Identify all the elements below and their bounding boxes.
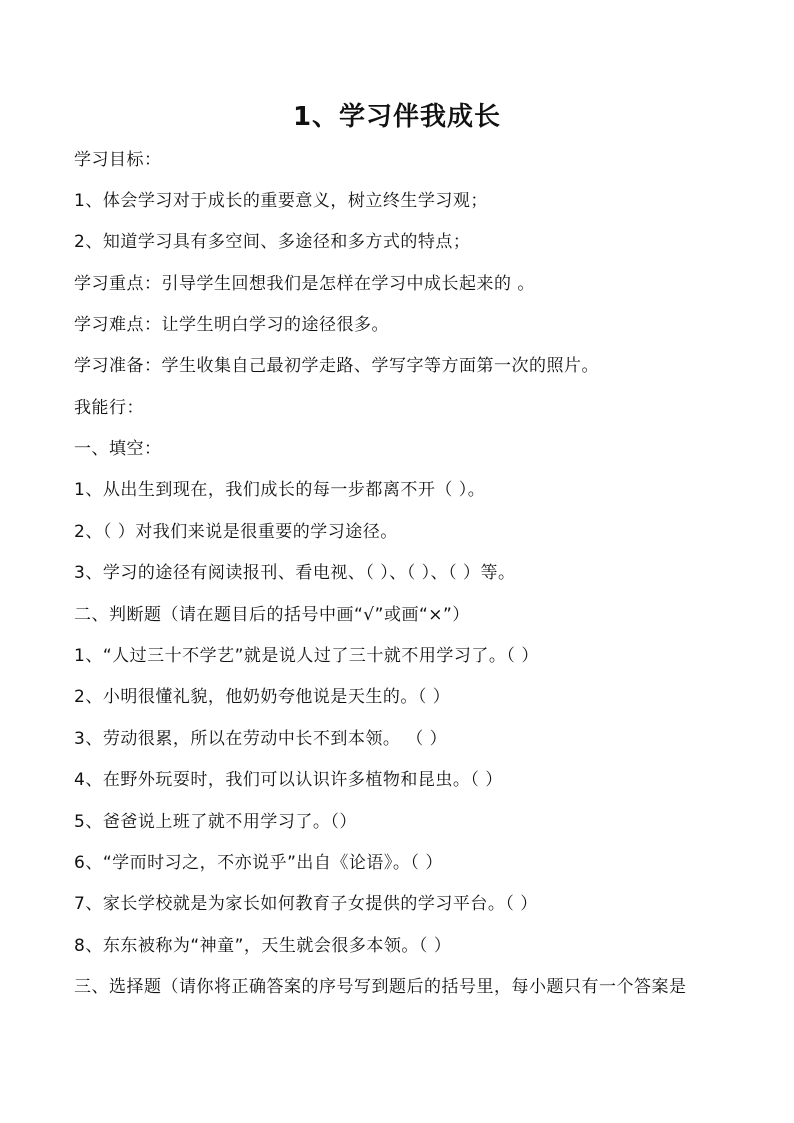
fill-blank-item-3: 3、学习的途径有阅读报刊、看电视、（ ）、（ ）、（ ）等。 (74, 563, 516, 583)
section-heading-true-false: 二、判断题（请在题目后的括号中画“√”或画“×”） (74, 605, 470, 625)
true-false-item-8: 8、东东被称为“神童”，天生就会很多本领。（ ） (74, 936, 452, 956)
true-false-item-2: 2、小明很懂礼貌，他奶奶夸他说是天生的。（ ） (74, 687, 451, 707)
section-heading-multiple-choice: 三、选择题（请你将正确答案的序号写到题后的括号里，每小题只有一个答案是 (74, 977, 687, 997)
true-false-item-3: 3、劳动很累，所以在劳动中长不到本领。 （ ） (74, 729, 448, 749)
section-heading-i-can: 我能行： (74, 398, 144, 418)
true-false-item-5: 5、爸爸说上班了就不用学习了。（） (74, 812, 357, 832)
true-false-item-6: 6、“学而时习之，不亦说乎”出自《论语》。（ ） (74, 853, 443, 873)
learning-preparation: 学习准备：学生收集自己最初学走路、学写字等方面第一次的照片。 (74, 356, 599, 376)
section-heading-fill-blank: 一、填空： (74, 439, 162, 459)
learning-difficulty: 学习难点：让学生明白学习的途径很多。 (74, 315, 389, 335)
document-title: 1、学习伴我成长 (292, 102, 502, 132)
learning-focus: 学习重点：引导学生回想我们是怎样在学习中成长起来的 。 (74, 274, 535, 294)
true-false-item-1: 1、“人过三十不学艺”就是说人过了三十就不用学习了。（ ） (74, 646, 539, 666)
fill-blank-item-2: 2、（ ）对我们来说是很重要的学习途径。 (74, 522, 398, 542)
fill-blank-item-1: 1、从出生到现在，我们成长的每一步都离不开（ ）。 (74, 480, 486, 500)
true-false-item-4: 4、在野外玩耍时，我们可以认识许多植物和昆虫。（ ） (74, 770, 503, 790)
section-heading-learning-goals: 学习目标： (74, 150, 162, 170)
goal-item-1: 1、体会学习对于成长的重要意义，树立终生学习观； (74, 191, 488, 211)
goal-item-2: 2、知道学习具有多空间、多途径和多方式的特点； (74, 232, 471, 252)
true-false-item-7: 7、家长学校就是为家长如何教育子女提供的学习平台。（ ） (74, 894, 538, 914)
